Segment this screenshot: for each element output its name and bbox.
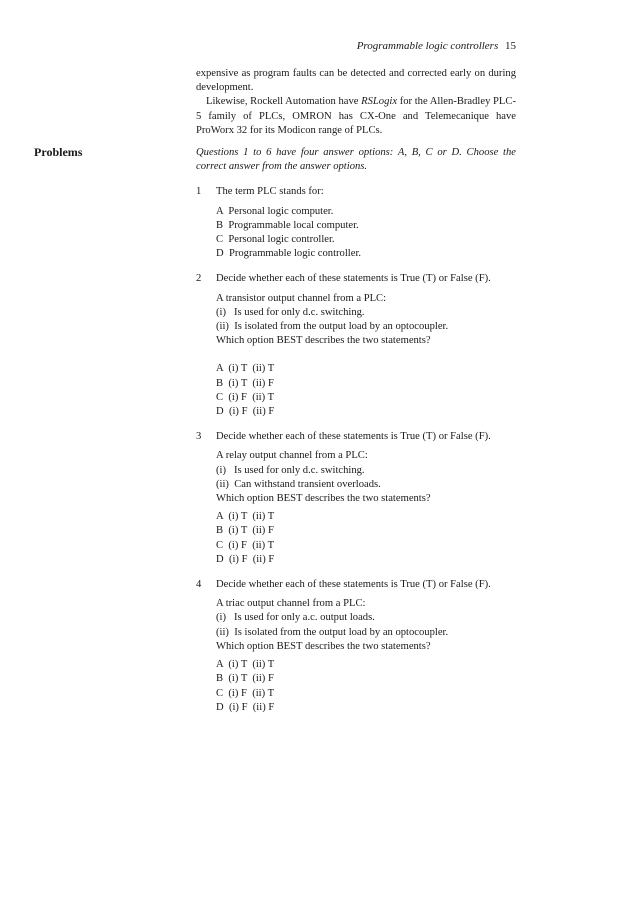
- intro-paragraph-2-end: for the Allen-Bradley PLC-5 family of PLCs, OMRON has CX-One and Telemecanique have ProWorx 32 for its Modicon range of PLCs.: [196, 96, 516, 136]
- question-stem: Decide whether each of these statements is True (T) or False (F).: [216, 273, 491, 285]
- answer-option: C (i) F (ii) T: [216, 539, 275, 551]
- answer-option: D (i) F (ii) F: [216, 553, 275, 565]
- answer-option: D Programmable logic controller.: [216, 248, 362, 260]
- answer-option: A (i) T (ii) T: [216, 363, 275, 375]
- problems-section: [196, 146, 516, 726]
- answer-option: A (i) T (ii) T: [216, 511, 275, 523]
- question-statements: [216, 292, 516, 349]
- statement-line: (i) Is used for only d.c. switching.: [216, 464, 365, 476]
- answer-options: [216, 510, 516, 567]
- answer-option: C Personal logic controller.: [216, 234, 335, 246]
- answer-options: [216, 362, 516, 419]
- question-stem: The term PLC stands for:: [216, 186, 324, 198]
- intro-paragraph-1: expensive as program faults can be detected and corrected early on during development.: [196, 68, 516, 94]
- statement-line: (i) Is used for only a.c. output loads.: [216, 612, 375, 624]
- answer-option: D (i) F (ii) F: [216, 406, 275, 418]
- statement-line: Which option BEST describes the two statements?: [216, 640, 431, 652]
- answer-option: A (i) T (ii) T: [216, 659, 275, 671]
- statement-line: (ii) Can withstand transient overloads.: [216, 478, 381, 490]
- statement-line: (ii) Is isolated from the output load by an optocoupler.: [216, 626, 449, 638]
- answer-option: D (i) F (ii) F: [216, 701, 275, 713]
- intro-paragraph-2: [196, 95, 516, 138]
- answer-option: B Programmable local computer.: [216, 219, 359, 231]
- answer-option: B (i) T (ii) F: [216, 377, 274, 389]
- question-statements: [216, 597, 516, 654]
- statement-line: A transistor output channel from a PLC:: [216, 292, 387, 304]
- answer-option: A Personal logic computer.: [216, 205, 334, 217]
- answer-options: [216, 205, 516, 262]
- question-3: [196, 430, 516, 567]
- question-number: 4: [196, 579, 202, 591]
- question-2: [196, 272, 516, 419]
- running-header: [196, 40, 516, 52]
- question-body: [216, 578, 516, 715]
- statement-line: (ii) Is isolated from the output load by an optocoupler.: [216, 321, 449, 333]
- statement-line: A triac output channel from a PLC:: [216, 598, 366, 610]
- question-body: [216, 272, 516, 419]
- question-statements: [216, 449, 516, 506]
- statement-line: Which option BEST describes the two statements?: [216, 335, 431, 347]
- running-title: Programmable logic controllers: [356, 40, 499, 52]
- question-body: [216, 185, 516, 261]
- answer-option: C (i) F (ii) T: [216, 687, 275, 699]
- question-number: 2: [196, 273, 202, 285]
- answer-option: B (i) T (ii) F: [216, 673, 274, 685]
- intro-paragraph-2-start: Likewise, Rockell Automation have: [206, 96, 362, 108]
- question-body: [216, 430, 516, 567]
- page-number: 15: [505, 40, 516, 52]
- instructions: Questions 1 to 6 have four answer options: A, B, C or D. Choose the correct answer from the answer options.: [196, 147, 516, 173]
- answer-option: C (i) F (ii) T: [216, 391, 275, 403]
- statement-line: Which option BEST describes the two statements?: [216, 493, 431, 505]
- statement-line: (i) Is used for only d.c. switching.: [216, 306, 365, 318]
- question-number: 1: [196, 186, 202, 198]
- rslogix-emphasis: RSLogix: [361, 96, 398, 108]
- intro-text: [196, 67, 516, 138]
- answer-options: [216, 658, 516, 715]
- question-4: [196, 578, 516, 715]
- statement-line: A relay output channel from a PLC:: [216, 450, 368, 462]
- answer-option: B (i) T (ii) F: [216, 525, 274, 537]
- question-stem: Decide whether each of these statements is True (T) or False (F).: [216, 579, 491, 591]
- question-number: 3: [196, 431, 202, 443]
- section-heading: Problems: [34, 145, 83, 159]
- question-stem: Decide whether each of these statements is True (T) or False (F).: [216, 431, 491, 443]
- question-1: [196, 185, 516, 261]
